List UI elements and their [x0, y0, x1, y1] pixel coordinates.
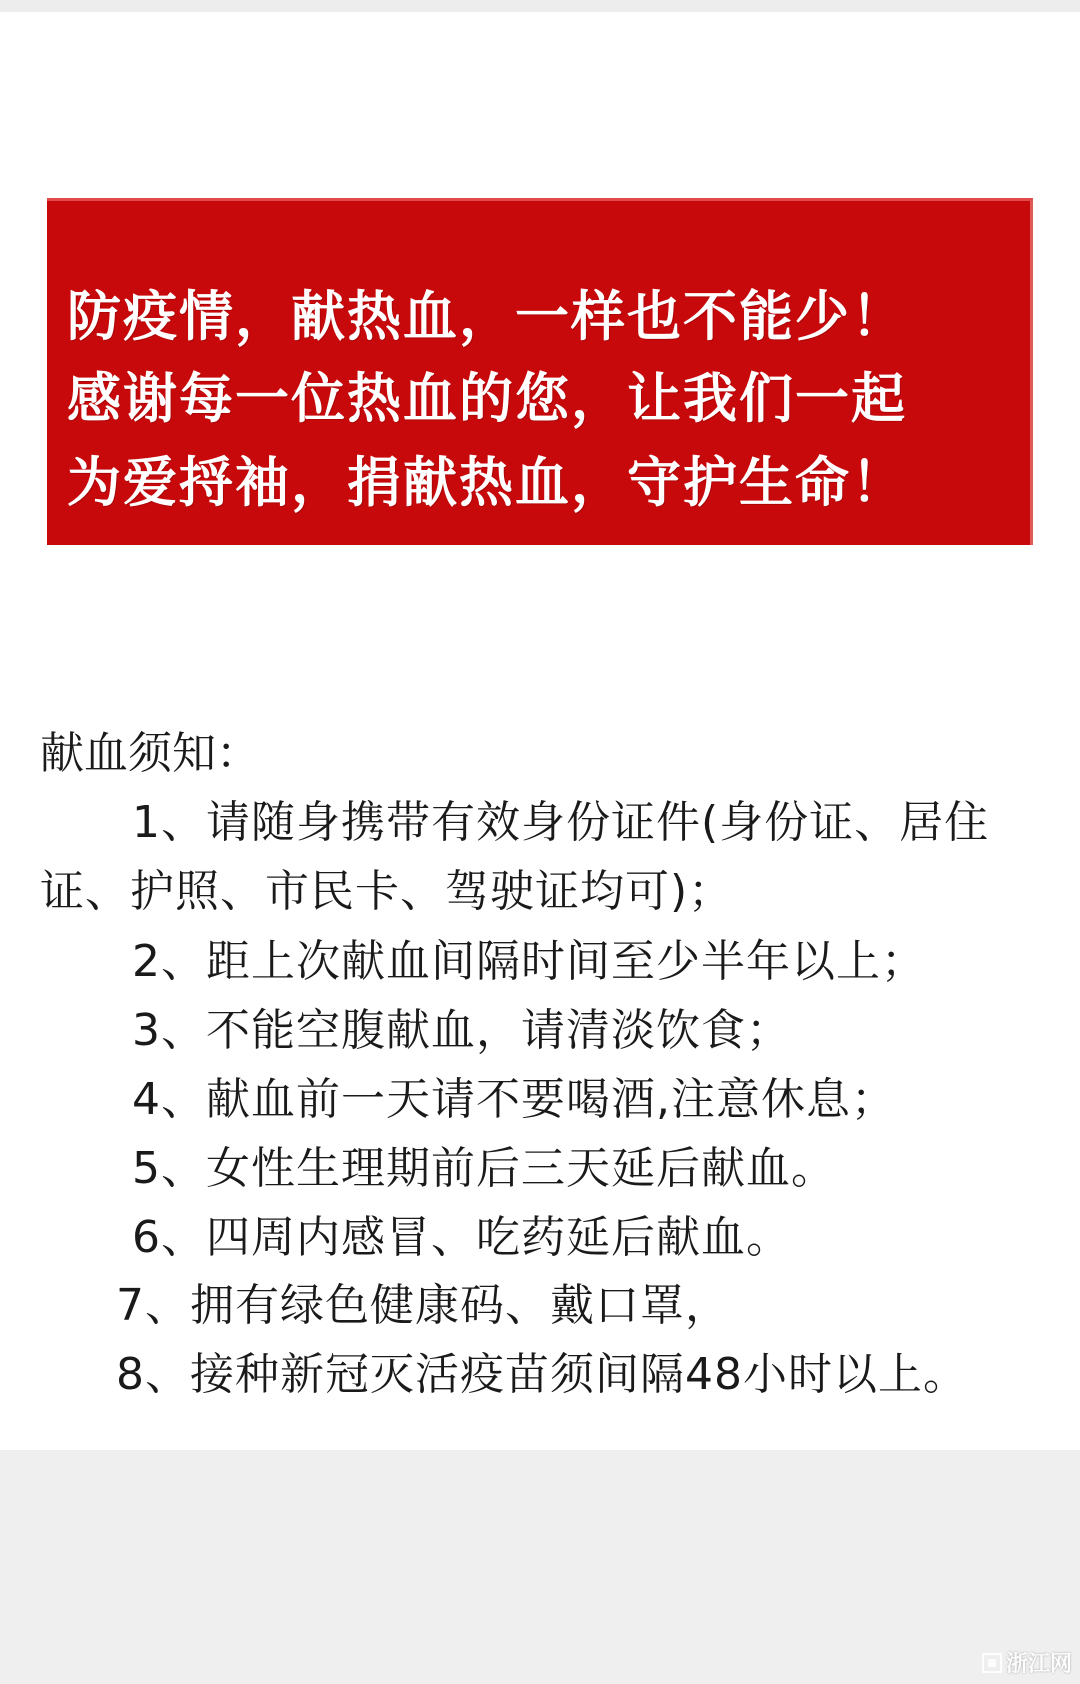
notice-item-5: 5、女性生理期前后三天延后献血。: [132, 1143, 836, 1194]
watermark-logo-icon: [982, 1653, 1002, 1673]
banner-line-1: 防疫情，献热血，一样也不能少！: [67, 285, 907, 348]
notice-item-1-continued: 证、护照、市民卡、驾驶证均可)；: [40, 866, 734, 917]
notice-item-8: 8、接种新冠灭活疫苗须间隔48小时以上。: [116, 1349, 968, 1400]
banner-line-3: 为爱捋袖，捐献热血，守护生命！: [67, 451, 907, 514]
notice-item-3: 3、不能空腹献血，请清淡饮食；: [132, 1005, 791, 1056]
top-strip: [0, 0, 1080, 12]
notice-item-1: 1、请随身携带有效身份证件(身份证、居住: [132, 797, 990, 848]
watermark-text: 浙江网: [1005, 1652, 1072, 1677]
red-banner: [47, 198, 1033, 545]
banner-line-2: 感谢每一位热血的您，让我们一起: [67, 367, 907, 430]
notice-title: 献血须知：: [40, 728, 260, 779]
notice-item-4: 4、献血前一天请不要喝酒,注意休息；: [132, 1074, 896, 1125]
notice-item-7: 7、拥有绿色健康码、戴口罩，: [116, 1280, 730, 1331]
watermark: [982, 1647, 1072, 1678]
notice-item-6: 6、四周内感冒、吃药延后献血。: [132, 1212, 791, 1263]
notice-item-2: 2、距上次献血间隔时间至少半年以上；: [132, 936, 926, 987]
